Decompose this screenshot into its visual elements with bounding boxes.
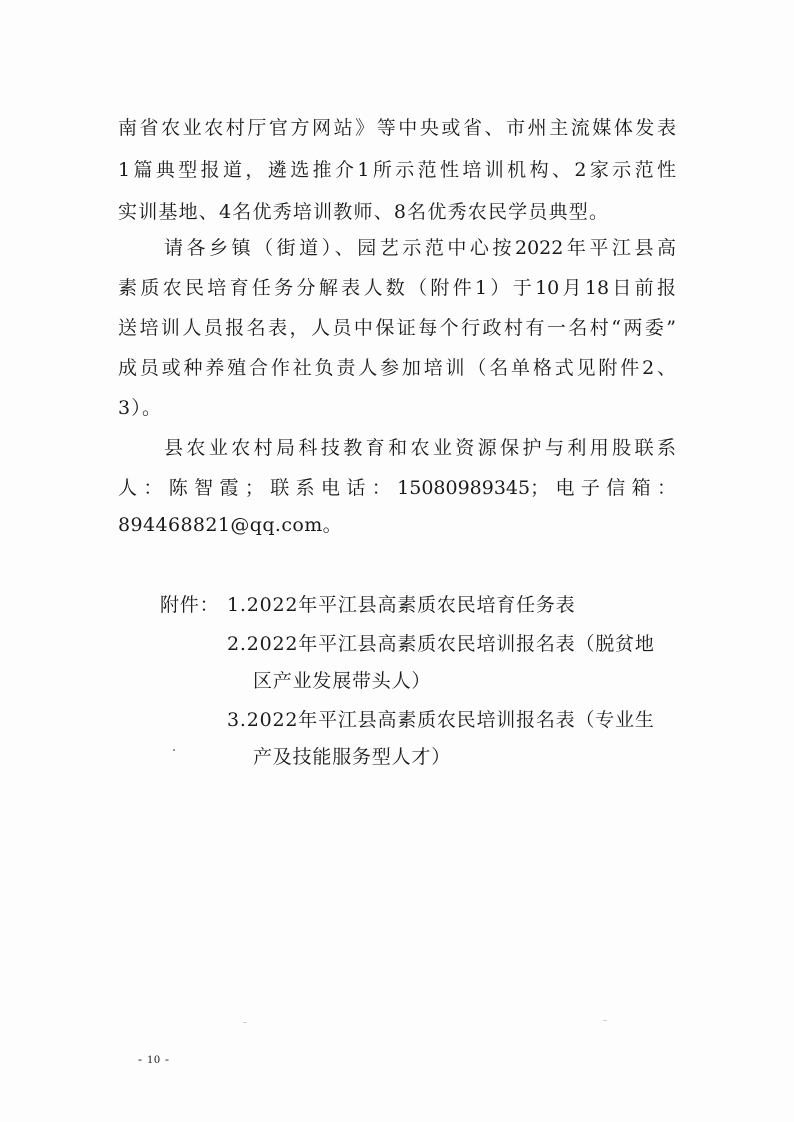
- scan-speck: [603, 1020, 607, 1021]
- scan-speck: [173, 749, 175, 751]
- attachment-3-line-1: 3.2022年平江县高素质农民培训报名表（专业生: [227, 709, 655, 731]
- paragraph-1-line-1: 南省农业农村厅官方网站》等中央或省、市州主流媒体发表: [118, 117, 676, 139]
- paragraph-2-line-4: 成员或种养殖合作社负责人参加培训（名单格式见附件2、: [118, 357, 676, 379]
- paragraph-2-line-5: 3）。: [118, 397, 163, 419]
- attachment-3-line-2: 产及技能服务型人才）: [253, 746, 452, 768]
- attachment-2-line-1: 2.2022年平江县高素质农民培训报名表（脱贫地: [227, 633, 655, 655]
- paragraph-1-line-2: 1篇典型报道，遴选推介1所示范性培训机构、2家示范性: [118, 159, 676, 181]
- paragraph-3-line-1: 县农业农村局科技教育和农业资源保护与利用股联系: [164, 437, 676, 459]
- paragraph-3-line-3: 894468821@qq.com。: [118, 514, 343, 536]
- scan-speck: [243, 1022, 247, 1023]
- paragraph-2-line-1: 请各乡镇（街道）、园艺示范中心按2022年平江县高: [164, 237, 676, 259]
- paragraph-3-line-2: 人：陈智霞；联系电话：15080989345；电子信箱：: [118, 477, 676, 499]
- attachment-1-line-1: 1.2022年平江县高素质农民培育任务表: [227, 594, 576, 616]
- attachments-label: 附件：: [160, 594, 220, 616]
- paragraph-2-line-3: 送培训人员报名表，人员中保证每个行政村有一名村“两委”: [118, 317, 676, 339]
- paragraph-1-line-3: 实训基地、4名优秀培训教师、8名优秀农民学员典型。: [118, 201, 610, 223]
- paragraph-2-line-2: 素质农民培育任务分解表人数（附件1）于10月18日前报: [118, 277, 676, 299]
- attachment-2-line-2: 区产业发展带头人）: [253, 670, 432, 692]
- page-number: - 10 -: [138, 1052, 170, 1066]
